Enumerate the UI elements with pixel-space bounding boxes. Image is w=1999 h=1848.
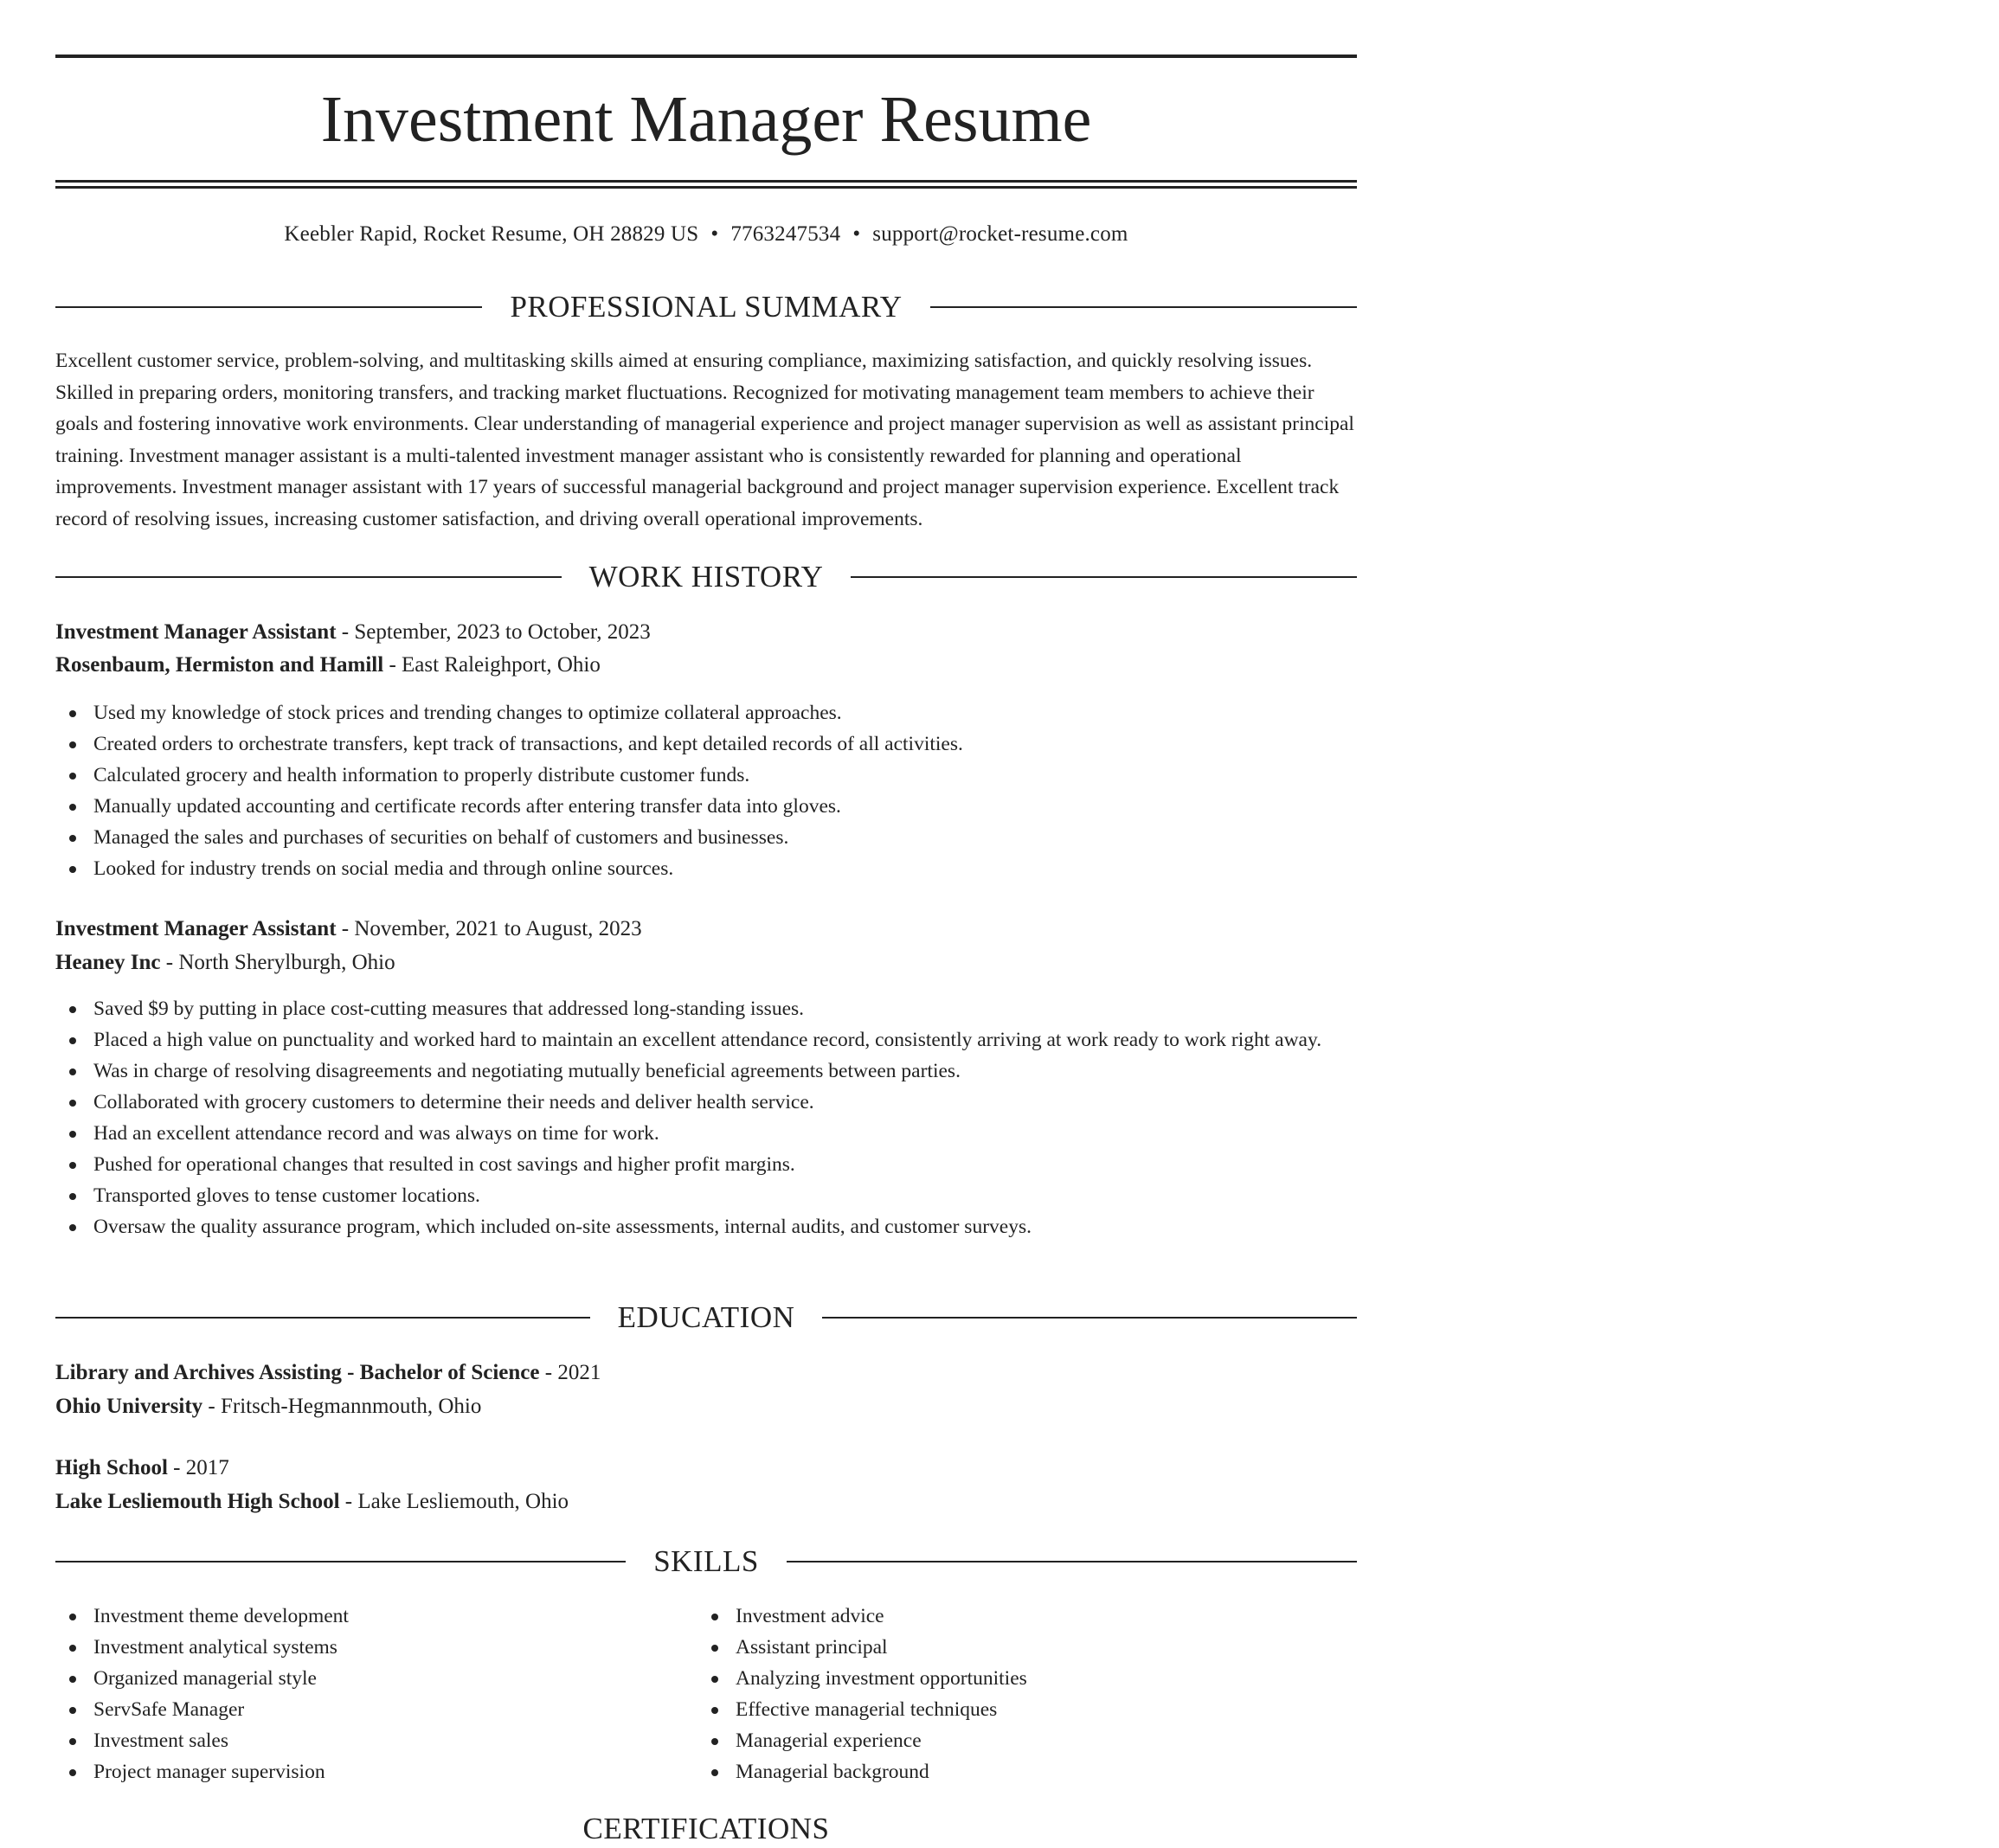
heading-rule-right xyxy=(822,1317,1357,1319)
skill-item: Managerial background xyxy=(697,1756,1999,1787)
skill-item: Organized managerial style xyxy=(55,1663,1357,1694)
skill-item: Analyzing investment opportunities xyxy=(697,1663,1999,1694)
job-title: Investment Manager Assistant xyxy=(55,620,337,644)
heading-rule-right xyxy=(787,1561,1357,1562)
job-title-line xyxy=(55,617,1357,648)
list-item: Placed a high value on punctuality and worked hard to maintain an excellent attendance record, consistently arriving at work ready to work right away. xyxy=(55,1024,1357,1056)
section-heading-work-history xyxy=(55,558,1357,596)
job-title: Investment Manager Assistant xyxy=(55,917,337,940)
section-heading-summary xyxy=(55,288,1357,326)
skill-item: Investment advice xyxy=(697,1601,1999,1632)
job-bullet-list xyxy=(55,697,1357,884)
heading-rule-left xyxy=(55,306,482,308)
job-title-line xyxy=(55,914,1357,945)
education-location: - Fritsch-Hegmannmouth, Ohio xyxy=(202,1395,482,1418)
list-item: Used my knowledge of stock prices and trending changes to optimize collateral approaches. xyxy=(55,697,1357,728)
education-degree-line xyxy=(55,1453,1357,1484)
summary-text: Excellent customer service, problem-solving, and multitasking skills aimed at ensuring compliance, maximizing satisfaction, and quickly resolving issues. Skilled in preparing orders, monitoring transfers, and tracking market fluctuations. Recognized for motivating management team members to achieve their goals and fostering innovative work environments. Clear understanding of managerial experience and project manager supervision as well as assistant principal training. Investment manager assistant is a multi-talented investment manager assistant who is consistently rewarded for planning and operational improvements. Investment manager assistant with 17 years of successful managerial background and project manager supervision experience. Excellent track record of resolving issues, increasing customer satisfaction, and driving overall operational improvements. xyxy=(55,350,1354,530)
section-heading-education xyxy=(55,1299,1357,1337)
skills-list-right xyxy=(697,1601,1999,1787)
contact-phone: 7763247534 xyxy=(730,222,841,246)
skill-item: Effective managerial techniques xyxy=(697,1694,1999,1725)
heading-rule-left xyxy=(55,1317,590,1319)
contact-separator: • xyxy=(710,222,719,246)
heading-rule-right xyxy=(851,576,1357,578)
job-company-line xyxy=(55,947,1357,979)
top-rule xyxy=(55,55,1357,58)
job-dates: - November, 2021 to August, 2023 xyxy=(336,917,642,940)
skill-item: Investment sales xyxy=(55,1725,1357,1756)
list-item: Oversaw the quality assurance program, which included on-site assessments, internal audits, and customer surveys. xyxy=(55,1211,1357,1242)
job-location: - North Sherylburgh, Ohio xyxy=(160,951,395,974)
education-school: Ohio University xyxy=(55,1395,203,1418)
education-school-line xyxy=(55,1486,1357,1518)
list-item: Collaborated with grocery customers to determine their needs and deliver health service. xyxy=(55,1087,1357,1118)
job-bullet-list xyxy=(55,993,1357,1242)
section-title: SKILLS xyxy=(653,1544,759,1578)
heading-rule-right xyxy=(930,306,1357,308)
resume-title: Investment Manager Resume xyxy=(320,83,1092,156)
skill-item: Assistant principal xyxy=(697,1632,1999,1663)
job-dates: - September, 2023 to October, 2023 xyxy=(336,620,651,644)
contact-address: Keebler Rapid, Rocket Resume, OH 28829 US xyxy=(284,222,699,246)
education-year: - 2021 xyxy=(539,1361,601,1384)
education-school-line xyxy=(55,1391,1357,1422)
skill-item: Managerial experience xyxy=(697,1725,1999,1756)
list-item: Transported gloves to tense customer locations. xyxy=(55,1180,1357,1211)
list-item: Calculated grocery and health information to properly distribute customer funds. xyxy=(55,760,1357,791)
list-item: Saved $9 by putting in place cost-cutting measures that addressed long-standing issues. xyxy=(55,993,1357,1024)
contact-line xyxy=(55,220,1357,249)
job-company-line xyxy=(55,650,1357,681)
list-item: Manually updated accounting and certificate records after entering transfer data into gloves. xyxy=(55,791,1357,822)
list-item: Created orders to orchestrate transfers, kept track of transactions, and kept detailed records of all activities. xyxy=(55,728,1357,760)
contact-email: support@rocket-resume.com xyxy=(872,222,1128,246)
heading-rule-left xyxy=(55,576,562,578)
education-school: Lake Lesliemouth High School xyxy=(55,1490,340,1513)
section-title: EDUCATION xyxy=(617,1300,795,1334)
list-item: Looked for industry trends on social media and through online sources. xyxy=(55,853,1357,884)
skill-item: Investment theme development xyxy=(55,1601,1357,1632)
section-heading-skills xyxy=(55,1543,1357,1581)
skill-item: Investment analytical systems xyxy=(55,1632,1357,1663)
contact-separator: • xyxy=(852,222,861,246)
list-item: Managed the sales and purchases of securities on behalf of customers and businesses. xyxy=(55,822,1357,853)
job-company: Heaney Inc xyxy=(55,951,161,974)
section-title: CERTIFICATIONS xyxy=(582,1812,830,1845)
education-degree: Library and Archives Assisting - Bachelor of Science xyxy=(55,1361,540,1384)
education-year: - 2017 xyxy=(167,1456,229,1479)
education-degree: High School xyxy=(55,1456,168,1479)
skill-item: Project manager supervision xyxy=(55,1756,1357,1787)
list-item: Had an excellent attendance record and was always on time for work. xyxy=(55,1118,1357,1149)
skill-item: ServSafe Manager xyxy=(55,1694,1357,1725)
job-company: Rosenbaum, Hermiston and Hamill xyxy=(55,653,384,677)
list-item: Was in charge of resolving disagreements and negotiating mutually beneficial agreements between parties. xyxy=(55,1056,1357,1087)
list-item: Pushed for operational changes that resulted in cost savings and higher profit margins. xyxy=(55,1149,1357,1180)
heading-rule-left xyxy=(55,1561,626,1562)
section-title: PROFESSIONAL SUMMARY xyxy=(510,290,903,324)
education-degree-line xyxy=(55,1357,1357,1389)
section-heading-certifications xyxy=(55,1810,1357,1848)
section-title: WORK HISTORY xyxy=(588,560,824,594)
title-double-rule xyxy=(55,180,1357,189)
education-location: - Lake Lesliemouth, Ohio xyxy=(339,1490,569,1513)
job-location: - East Raleighport, Ohio xyxy=(383,653,601,677)
